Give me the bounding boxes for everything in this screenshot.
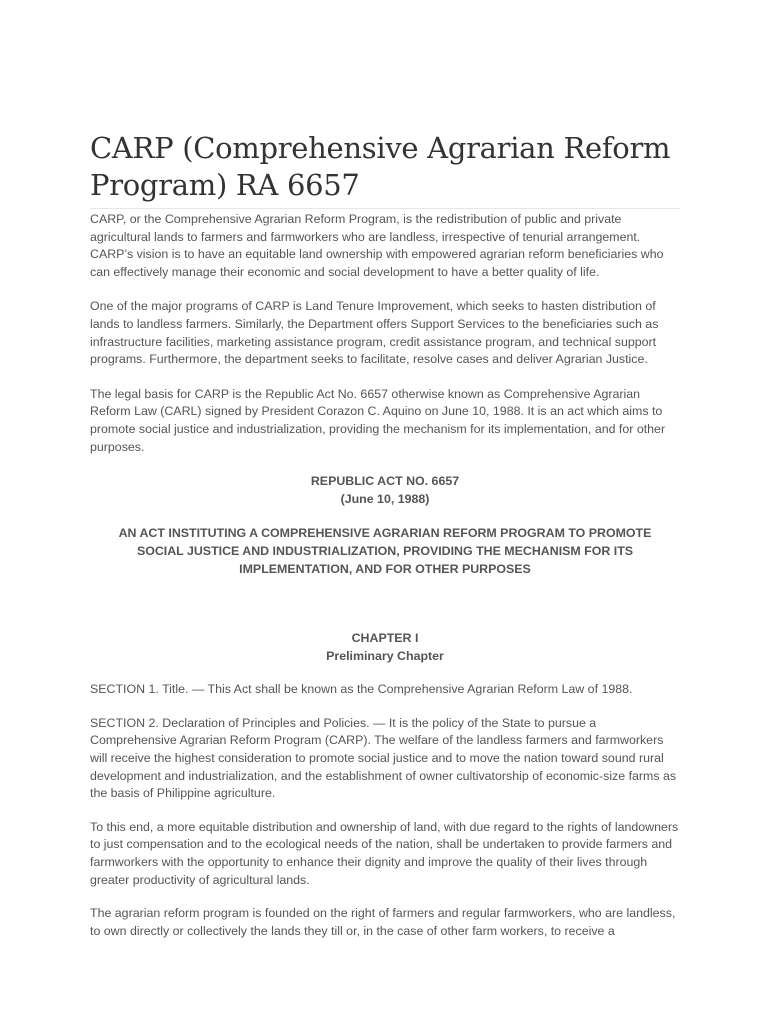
chapter-label: CHAPTER I <box>351 631 419 646</box>
section-paragraph: SECTION 2. Declaration of Principles and Policies. — It is the policy of the State to pursue a Comprehensive Agrarian Reform Program (CARP). The welfare of the landless farmers and farmworkers will receive the highest consideration to promote social justice and to move the nation toward sound rural development and industrialization, and the establishment of owner cultivatorship of economic-size farms as the basis of Philippine agriculture. <box>90 715 677 801</box>
act-title: AN ACT INSTITUTING A COMPREHENSIVE AGRARIAN REFORM PROGRAM TO PROMOTE SOCIAL JUSTICE AND INDUSTRIALIZATION, PROVIDING THE MECHANISM FOR ITS IMPLEMENTATION, AND FOR OTHER PURPOSES <box>118 526 652 576</box>
section-paragraph: The agrarian reform program is founded on the right of farmers and regular farmworkers, who are landless, to own directly or collectively the lands they till or, in the case of other farm workers, to receive a <box>90 906 676 938</box>
document-page <box>90 130 680 940</box>
chapter-name: Preliminary Chapter <box>326 648 444 663</box>
section-paragraph: SECTION 1. Title. — This Act shall be known as the Comprehensive Agrarian Reform Law of 1988. <box>90 682 633 697</box>
chapter-heading <box>90 630 680 665</box>
document-title: CARP (Comprehensive Agrarian Reform Program) RA 6657 <box>90 130 680 209</box>
intro-paragraph: CARP, or the Comprehensive Agrarian Reform Program, is the redistribution of public and private agricultural lands to farmers and farmworkers who are landless, irrespective of tenurial arrangement. CARP’s vision is to have an equitable land ownership with empowered agrarian reform beneficiaries who can effectively manage their economic and social development to have a better quality of life. <box>90 212 664 279</box>
intro-paragraph: The legal basis for CARP is the Republic Act No. 6657 otherwise known as Comprehensive Agrarian Reform Law (CARL) signed by President Corazon C. Aquino on June 10, 1988. It is an act which aims to promote social justice and industrialization, providing the mechanism for its implementation, and for other purposes. <box>90 386 666 454</box>
intro-paragraph: One of the major programs of CARP is Land Tenure Improvement, which seeks to hasten distribution of lands to landless farmers. Similarly, the Department offers Support Services to the beneficiaries such as infrastructure facilities, marketing assistance program, credit assistance program, and technical support programs. Furthermore, the department seeks to facilitate, resolve cases and deliver Agrarian Justice. <box>90 299 659 367</box>
republic-act-number: REPUBLIC ACT NO. 6657 <box>310 474 460 489</box>
republic-act-heading <box>90 473 680 508</box>
republic-act-date: (June 10, 1988) <box>340 491 430 506</box>
section-paragraph: To this end, a more equitable distribution and ownership of land, with due regard to the rights of landowners to just compensation and to the ecological needs of the nation, shall be undertaken to provide farmers and farmworkers with the opportunity to enhance their dignity and improve the quality of their lives through greater productivity of agricultural lands. <box>90 819 679 887</box>
